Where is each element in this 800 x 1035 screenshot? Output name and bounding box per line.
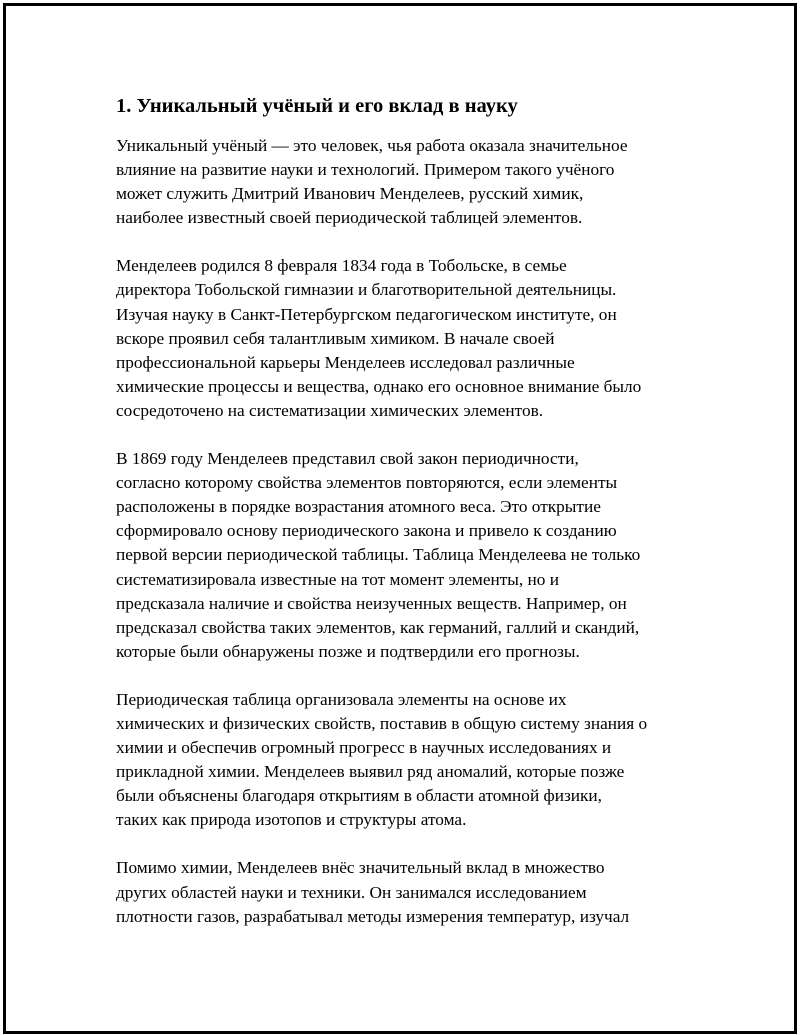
paragraph-periodic-table: Периодическая таблица организовала элементы на основе их химических и физических свойств, поставив в общую систему знания о химии и обеспечив огромный прогресс в научных исследованиях и прикладной химии. Менделеев выявил ряд аномалий, которые позже были объяснены благодаря открытиям в области атомной физики, таких как природа изотопов и структуры атома.: [116, 689, 648, 830]
paragraph-periodic-law: В 1869 году Менделеев представил свой закон периодичности, согласно которому свойства элементов повторяются, если элементы расположены в порядке возрастания атомного веса. Это открытие сформировало основу периодического закона и привело к созданию первой версии периодической таблицы. Таблица Менделеева не только систематизировала известные на тот момент элементы, но и предсказала наличие и свойства неизученных веществ. Например, он предсказал свойства таких элементов, как германий, галлий и скандий, которые были обнаружены позже и подтвердили его прогнозы.: [116, 449, 641, 661]
document-body: [116, 92, 696, 953]
section-heading: 1. Уникальный учёный и его вклад в науку: [116, 95, 518, 117]
paragraph-intro: Уникальный учёный — это человек, чья работа оказала значительное влияние на развитие науки и технологий. Примером такого учёного может служить Дмитрий Иванович Менделеев, русский химик, наиболее известный своей периодической таблицей элементов.: [116, 136, 628, 228]
paragraph-biography: Менделеев родился 8 февраля 1834 года в Тобольске, в семье директора Тобольской гимназии и благотворительной деятельницы. Изучая науку в Санкт-Петербургском педагогическом институте, он вскоре проявил себя талантливым химиком. В начале своей профессиональной карьеры Менделеев исследовал различные химические процессы и вещества, однако его основное внимание было сосредоточено на систематизации химических элементов.: [116, 256, 642, 420]
paragraph-other-fields: Помимо химии, Менделеев внёс значительный вклад в множество других областей науки и техники. Он занимался исследованием плотности газов, разрабатывал методы измерения температур, изучал: [116, 858, 630, 926]
